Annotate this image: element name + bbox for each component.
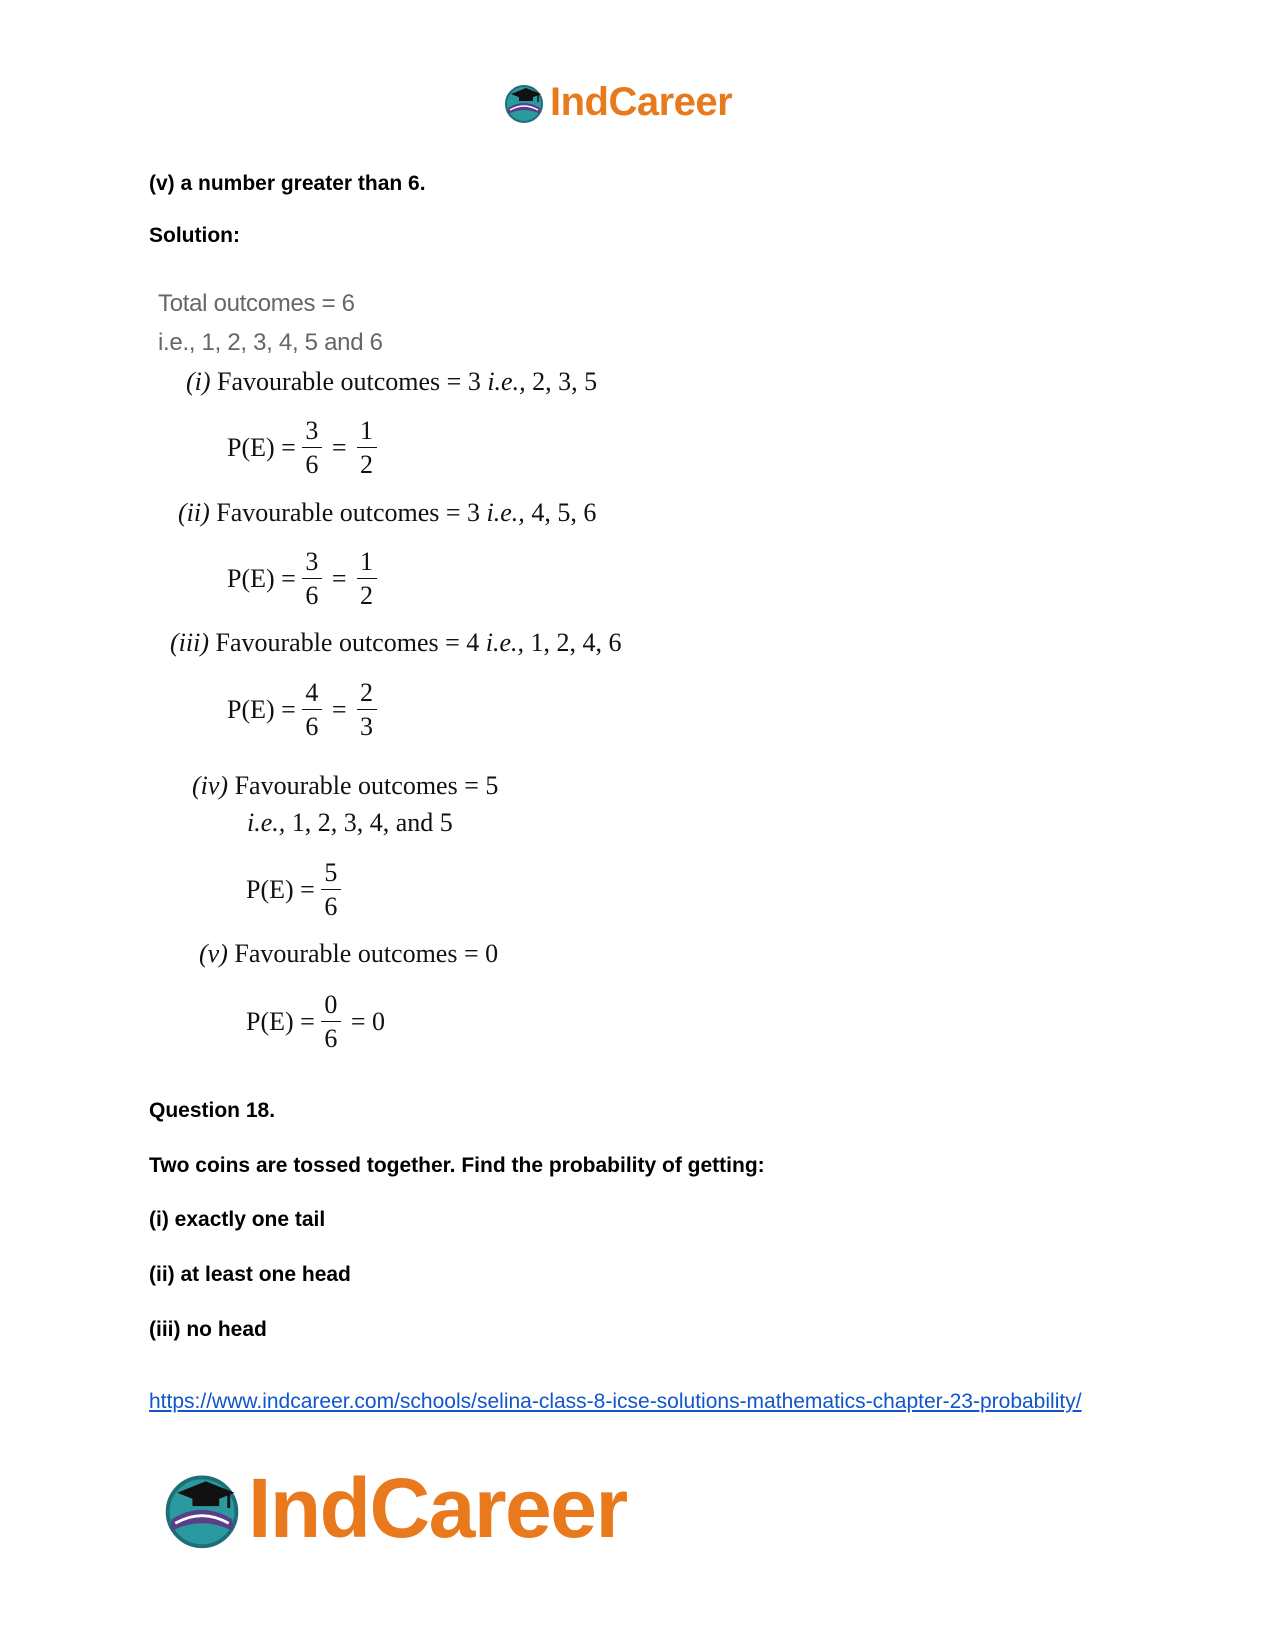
fraction <box>357 549 377 609</box>
denominator: 3 <box>360 712 373 741</box>
brand-wordmark <box>248 1460 627 1557</box>
graduation-book-globe-icon <box>502 80 546 124</box>
part-iv-probability <box>246 860 347 920</box>
pe-label: P(E) = <box>246 1007 315 1036</box>
brand-name: IndCareer <box>550 79 733 124</box>
equals-sign: = <box>331 695 347 724</box>
fraction <box>357 418 377 478</box>
part-ii-text: Favourable outcomes = 3 <box>216 498 481 527</box>
pe-label: P(E) = <box>227 695 296 724</box>
fraction <box>357 680 377 740</box>
part-i-text: Favourable outcomes = 3 <box>217 367 481 396</box>
question-18-prompt: Two coins are tossed together. Find the probability of getting: <box>149 1154 765 1177</box>
brand-name: IndCareer <box>248 1460 627 1555</box>
part-iii-text: Favourable outcomes = 4 <box>215 628 480 657</box>
numerator: 1 <box>360 547 373 576</box>
part-v-label: (v) <box>199 939 228 968</box>
question-18-item-ii: (ii) at least one head <box>149 1263 351 1286</box>
part-iv-label: (iv) <box>192 771 229 800</box>
pe-label: P(E) = <box>246 875 315 904</box>
denominator: 2 <box>360 450 373 479</box>
numerator: 0 <box>324 990 338 1019</box>
part-v-text: Favourable outcomes = 0 <box>234 939 499 968</box>
numerator: 1 <box>360 416 373 445</box>
denominator: 6 <box>305 450 319 479</box>
numerator: 3 <box>305 416 319 445</box>
question-18-item-i: (i) exactly one tail <box>149 1208 326 1231</box>
brand-wordmark <box>550 80 732 125</box>
part-iv-text: Favourable outcomes = 5 <box>234 771 499 800</box>
question-18-item-iii: (iii) no head <box>149 1318 267 1341</box>
denominator: 6 <box>305 712 319 741</box>
fraction <box>321 992 341 1052</box>
part-v-probability <box>246 992 389 1052</box>
question-18-title: Question 18. <box>149 1099 276 1122</box>
part-ii-probability <box>227 549 383 609</box>
part-i-ie: i.e., <box>487 367 526 396</box>
fraction <box>302 680 322 740</box>
part-iv-ie: i.e., <box>247 808 286 837</box>
part-iv-ie-line <box>247 808 453 838</box>
part-iv-favourable <box>192 771 498 801</box>
equals-sign: = <box>331 433 347 462</box>
part-ii-label: (ii) <box>178 498 210 527</box>
numerator: 2 <box>360 678 373 707</box>
denominator: 6 <box>324 892 338 921</box>
source-link[interactable]: https://www.indcareer.com/schools/selina-class-8-icse-solutions-mathematics-chapter-23-probability/ <box>149 1390 1082 1413</box>
part-i-probability <box>227 418 383 478</box>
denominator: 6 <box>305 581 319 610</box>
part-i-label: (i) <box>186 367 211 396</box>
part-v-favourable <box>199 939 498 969</box>
part-ii-ie: i.e., <box>486 498 525 527</box>
fraction <box>302 549 322 609</box>
part-iii-ie: i.e., <box>485 628 525 657</box>
header-logo <box>502 78 732 126</box>
footer-logo <box>160 1460 627 1555</box>
fraction <box>321 860 341 920</box>
pe-label: P(E) = <box>227 433 296 462</box>
graduation-book-globe-icon <box>160 1466 244 1550</box>
numerator: 3 <box>305 547 319 576</box>
part-iv-values: 1, 2, 3, 4, and 5 <box>291 808 453 837</box>
denominator: 6 <box>324 1024 338 1053</box>
part-ii-values: 4, 5, 6 <box>531 498 597 527</box>
numerator: 4 <box>305 678 319 707</box>
denominator: 2 <box>360 581 373 610</box>
ie-outcomes-line: i.e., 1, 2, 3, 4, 5 and 6 <box>158 329 383 356</box>
numerator: 5 <box>324 858 338 887</box>
part-iii-probability <box>227 680 383 740</box>
fraction <box>302 418 322 478</box>
part-i-favourable <box>186 367 597 397</box>
part-i-values: 2, 3, 5 <box>532 367 598 396</box>
part-iii-values: 1, 2, 4, 6 <box>530 628 622 657</box>
part-iii-favourable <box>170 628 622 658</box>
pe-label: P(E) = <box>227 564 296 593</box>
total-outcomes-line: Total outcomes = 6 <box>158 290 355 317</box>
part-iii-label: (iii) <box>170 628 209 657</box>
result-value: = 0 <box>350 1007 385 1036</box>
part-ii-favourable <box>178 498 596 528</box>
equals-sign: = <box>331 564 347 593</box>
solution-label: Solution: <box>149 224 240 247</box>
question-part-v: (v) a number greater than 6. <box>149 172 426 195</box>
